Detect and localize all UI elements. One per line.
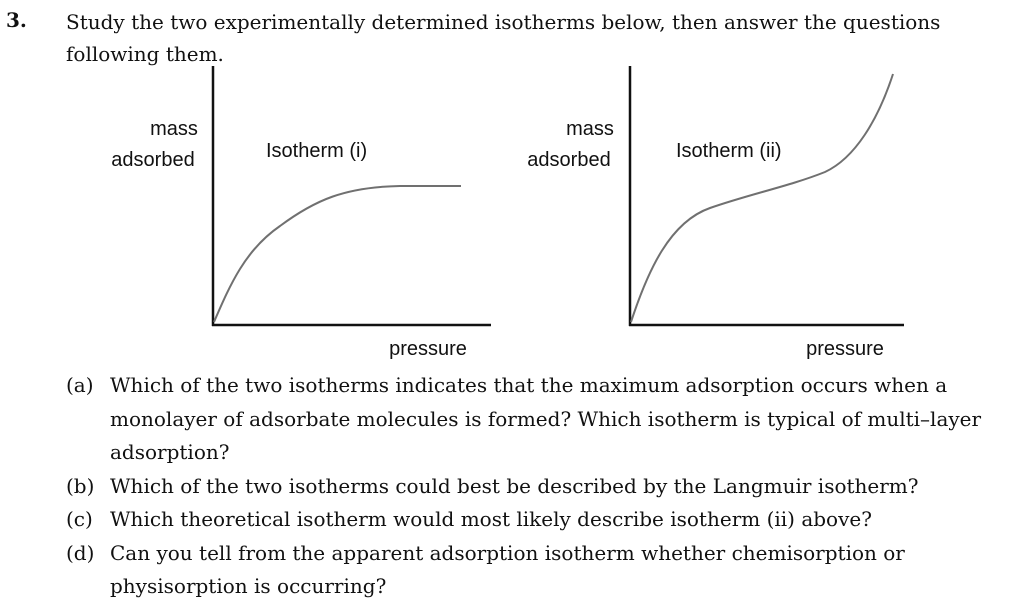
isotherm-i-xlabel: pressure: [389, 338, 467, 360]
subquestion-a-text: Which of the two isotherms indicates that the maximum adsorption occurs when a monolayer of adsorbate molecules is formed? Which isotherm is typical of multi–layer adsorption?: [110, 373, 982, 464]
question-intro: Study the two experimentally determined isotherms below, then answer the questions following them.: [66, 10, 941, 66]
isotherm-ii-xlabel: pressure: [806, 338, 884, 360]
isotherm-ii-graph: [527, 66, 904, 360]
isotherm-i-ylabel-line1: mass: [150, 118, 198, 140]
subquestion-a-label: (a): [66, 373, 94, 397]
isotherm-ii-ylabel-line2: adsorbed: [527, 149, 611, 171]
subquestion-d: [66, 537, 1016, 604]
isotherm-i-curve-label: Isotherm (i): [266, 140, 368, 162]
subquestion-c: [66, 503, 1016, 537]
isotherm-i-graph: [111, 66, 491, 360]
subquestion-c-text: Which theoretical isotherm would most likely describe isotherm (ii) above?: [110, 507, 872, 531]
subquestion-c-label: (c): [66, 507, 93, 531]
isotherm-ii-ylabel-line1: mass: [566, 118, 614, 140]
isotherm-i-ylabel-line2: adsorbed: [111, 149, 195, 171]
isotherm-ii-curve: [631, 74, 893, 322]
subquestion-d-text: Can you tell from the apparent adsorption isotherm whether chemisorption or physisorption is occurring?: [110, 540, 905, 598]
subquestion-b-text: Which of the two isotherms could best be described by the Langmuir isotherm?: [110, 473, 919, 498]
isotherm-i-curve: [214, 186, 461, 322]
question-number: 3.: [6, 8, 27, 32]
subquestion-a: [66, 369, 1016, 470]
subquestion-b-label: (b): [66, 473, 95, 498]
subquestion-b: [66, 470, 1016, 504]
subquestion-d-label: (d): [66, 540, 95, 565]
isotherm-ii-curve-label: Isotherm (ii): [676, 140, 782, 162]
subquestion-list: [66, 369, 1016, 604]
